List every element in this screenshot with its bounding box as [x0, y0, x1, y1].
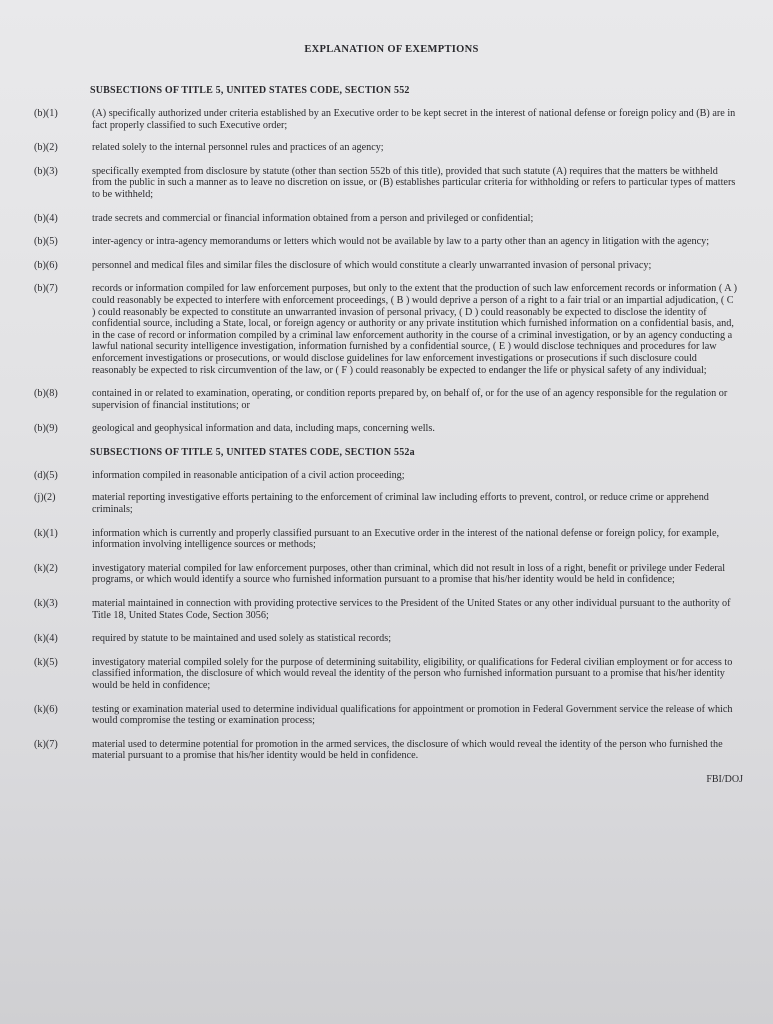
- exemption-b8: [26, 388, 747, 411]
- exemption-j2: [26, 492, 747, 515]
- exemption-b2: [26, 142, 747, 154]
- exemption-text: material reporting investigative efforts pertaining to the enforcement of criminal law including efforts to prevent, control, or reduce crime or apprehend criminals;: [92, 492, 709, 516]
- exemption-b3: [26, 166, 747, 201]
- exemption-code: (b)(8): [34, 388, 58, 400]
- exemption-code: (k)(2): [34, 562, 58, 574]
- exemption-b4: [26, 213, 747, 225]
- exemption-text: information which is currently and properly classified pursuant to an Executive order in the interest of the national defense or foreign policy, for example, information involving intelligence sources or methods;: [92, 527, 720, 551]
- exemption-code: (b)(3): [34, 165, 58, 177]
- exemption-b6: [26, 260, 747, 272]
- exemption-text: related solely to the internal personnel rules and practices of an agency;: [92, 142, 384, 154]
- exemption-code: (k)(7): [34, 738, 58, 750]
- exemption-code: (k)(5): [34, 656, 58, 668]
- exemption-text: records or information compiled for law enforcement purposes, but only to the extent that the production of such law enforcement records or information ( A ) could reasonably be expected to interfere with enforcement proceedings, ( B ) would deprive a person of a right to a fair trial or an impartial adjudication, ( C ) could reasonably be expected to constitute an unwarranted invasion of personal privacy, ( D ) could reasonably be expected to disclose the identity of confidential source, including a State, local, or foreign agency or authority or any private institution which furnished information on a confidential basis, and, in the case of record or information compiled by a criminal law enforcement authority in the course of a criminal investigation, or by an agency conducting a lawful national security intelligence investigation, information furnished by a confidential source, ( E ) would disclose techniques and procedures for law enforcement investigations or prosecutions, or would disclose guidelines for law enforcement investigations or prosecutions if such disclosure could reasonably be expected to risk circumvention of the law, or ( F ) could reasonably be expected to endanger the life or physical safety of any individual;: [92, 283, 738, 376]
- exemption-text: testing or examination material used to determine individual qualifications for appointment or promotion in Federal Government service the release of which would compromise the testing or examination process;: [92, 703, 733, 727]
- exemption-code: (b)(1): [34, 108, 58, 119]
- exemption-list-552: [26, 108, 747, 435]
- page-title: EXPLANATION OF EXEMPTIONS: [304, 44, 479, 55]
- exemption-k2: [26, 563, 747, 586]
- exemption-list-552a: [26, 470, 747, 762]
- exemption-text: required by statute to be maintained and used solely as statistical records;: [92, 633, 392, 645]
- exemption-code: (k)(4): [34, 633, 58, 645]
- exemption-code: (b)(9): [34, 423, 58, 435]
- exemption-text: (A) specifically authorized under criteria established by an Executive order to be kept secret in the interest of national defense or foreign policy and (B) are in fact properly classified to such Executive order;: [92, 108, 736, 131]
- exemption-code: (d)(5): [34, 469, 58, 481]
- section-heading-552: SUBSECTIONS OF TITLE 5, UNITED STATES CODE, SECTION 552: [90, 85, 410, 96]
- exemption-k7: [26, 739, 747, 762]
- exemption-code: (b)(7): [34, 283, 58, 295]
- exemption-b9: [26, 423, 747, 435]
- exemption-k1: [26, 528, 747, 551]
- exemption-text: specifically exempted from disclosure by statute (other than section 552b of this title), provided that such statute (A) requires that the matters be withheld from the public in such a manner as to leave no discretion on issue, or (B) establishes particular criteria for withholding or refers to particular types of matters to be withheld;: [92, 165, 736, 200]
- exemption-text: investigatory material compiled solely for the purpose of determining suitability, eligibility, or qualifications for Federal civilian employment or for access to classified information, the disclosure of which would reveal the identity of the person who furnished information pursuant to a promise that his/her identity would be held in confidence;: [92, 656, 733, 691]
- section-heading-552a: SUBSECTIONS OF TITLE 5, UNITED STATES CODE, SECTION 552a: [90, 446, 415, 458]
- exemption-k5: [26, 657, 747, 692]
- exemption-k4: [26, 633, 747, 645]
- exemption-b1: [26, 108, 747, 131]
- exemption-d5: [26, 470, 747, 482]
- exemption-code: (b)(2): [34, 142, 58, 154]
- footer-agency: FBI/DOJ: [706, 773, 743, 785]
- exemption-k6: [26, 704, 747, 727]
- exemption-code: (b)(5): [34, 236, 58, 248]
- exemption-text: inter-agency or intra-agency memorandums or letters which would not be available by law to a party other than an agency in litigation with the agency;: [92, 236, 710, 248]
- exemption-code: (b)(4): [34, 212, 58, 224]
- exemption-text: information compiled in reasonable anticipation of a civil action proceeding;: [92, 469, 405, 481]
- exemption-k3: [26, 598, 747, 621]
- exemption-code: (j)(2): [34, 492, 56, 504]
- exemption-text: investigatory material compiled for law enforcement purposes, other than criminal, which did not result in loss of a right, benefit or privilege under Federal programs, or which would identify a source who furnished information pursuant to a promise that his/her identity would be held in confidence;: [92, 562, 726, 586]
- exemption-code: (k)(1): [34, 527, 58, 539]
- exemption-text: material used to determine potential for promotion in the armed services, the disclosure of which would reveal the identity of the person who furnished the material pursuant to a promise that his/her identity would be held in confidence.: [92, 738, 723, 762]
- exemption-b5: [26, 236, 747, 248]
- exemption-text: personnel and medical files and similar files the disclosure of which would constitute a clearly unwarranted invasion of personal privacy;: [92, 259, 652, 271]
- exemption-code: (k)(3): [34, 598, 58, 610]
- exemption-b7: [26, 283, 747, 376]
- exemption-text: trade secrets and commercial or financial information obtained from a person and privileged or confidential;: [92, 212, 534, 224]
- exemption-code: (k)(6): [34, 703, 58, 715]
- exemption-text: geological and geophysical information and data, including maps, concerning wells.: [92, 423, 435, 435]
- exemption-text: contained in or related to examination, operating, or condition reports prepared by, on behalf of, or for the use of an agency responsible for the regulation or supervision of financial institutions; or: [92, 388, 728, 411]
- exemption-text: material maintained in connection with providing protective services to the President of the United States or any other individual pursuant to the authority of Title 18, United States Code, Section 3056;: [92, 598, 731, 621]
- exemption-code: (b)(6): [34, 259, 58, 271]
